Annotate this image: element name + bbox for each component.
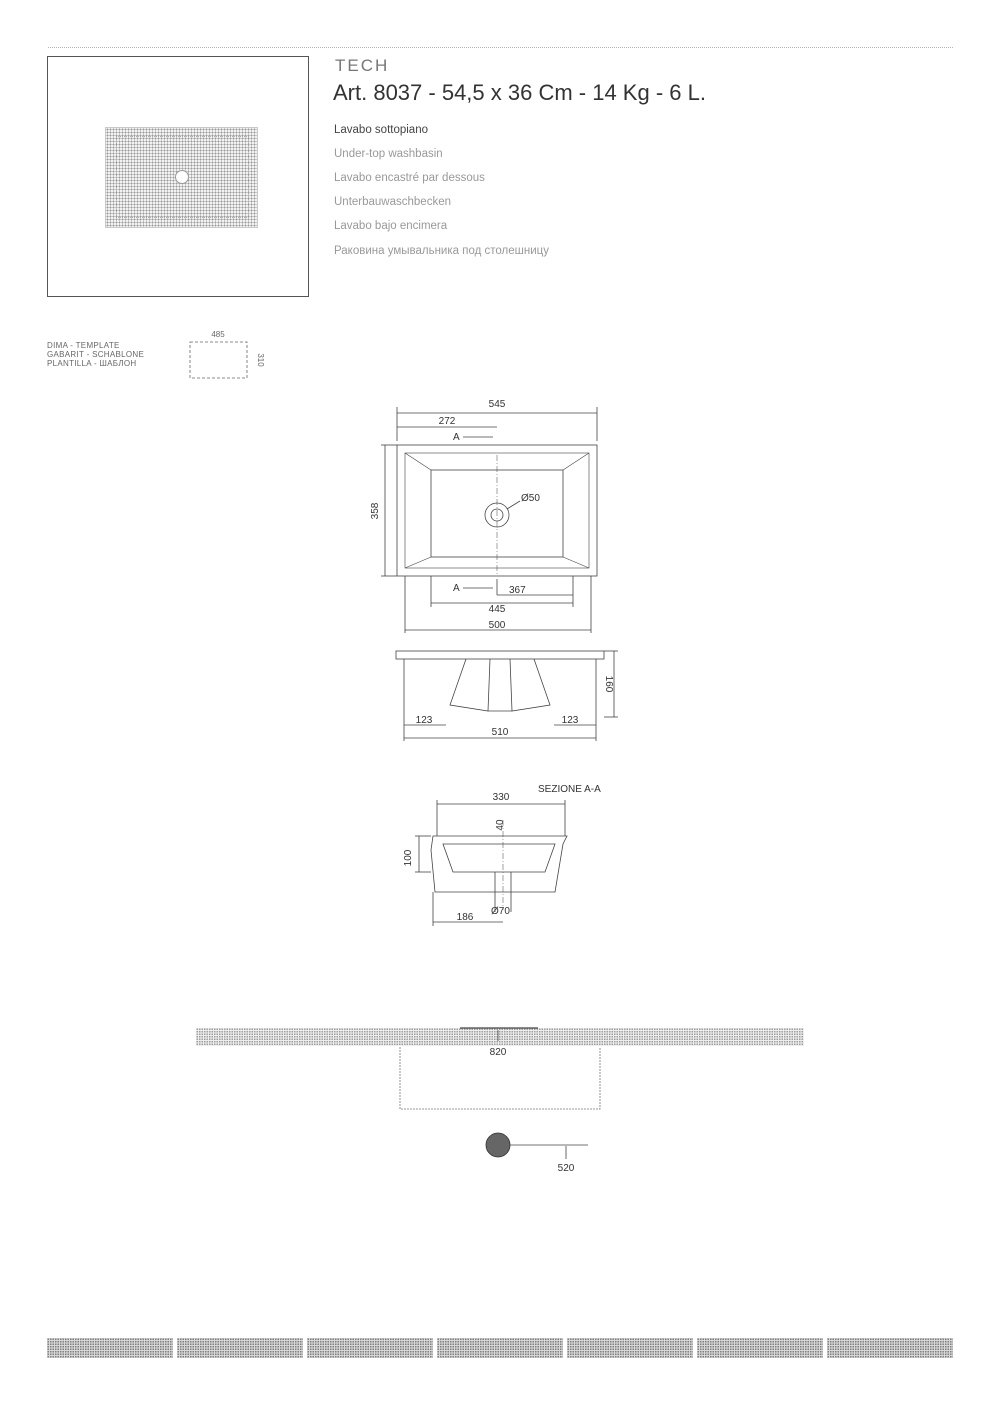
bowl-edge	[405, 557, 431, 568]
footer-segment	[437, 1338, 563, 1358]
dim-section-drain: Ø70	[491, 906, 510, 917]
bowl-edge	[405, 453, 431, 470]
dim-depth: 358	[370, 502, 381, 520]
footer-band	[47, 1338, 953, 1358]
template-label	[47, 341, 144, 368]
dim-section-height: 100	[403, 849, 414, 867]
top-divider	[48, 47, 953, 48]
product-photo-frame	[47, 56, 309, 297]
article-title: Art. 8037 - 54,5 x 36 Cm - 14 Kg - 6 L.	[333, 80, 706, 105]
bowl-edge	[563, 453, 589, 470]
dim-offset: 367	[509, 585, 526, 596]
section-drawing	[395, 780, 625, 930]
description-en: Under-top washbasin	[334, 148, 443, 160]
description-fr: Lavabo encastré par dessous	[334, 172, 485, 184]
section-mark-bottom: A	[453, 583, 460, 594]
dim-inner-width: 445	[488, 604, 506, 615]
footer-segment	[47, 1338, 173, 1358]
template-width: 485	[211, 330, 225, 339]
dim-left-margin: 123	[415, 715, 433, 726]
section-mark-top: A	[453, 432, 460, 443]
dim-base-width: 500	[488, 620, 506, 631]
front-rim	[396, 651, 604, 659]
dim-front-width: 510	[491, 727, 509, 738]
top-view-drawing	[355, 395, 625, 635]
description-de: Unterbauwaschbecken	[334, 196, 451, 208]
installation-drawing	[390, 1025, 620, 1185]
template-drawing	[180, 328, 270, 383]
description-ru: Раковина умывальника под столешницу	[334, 245, 549, 257]
series-name: TECH	[335, 56, 390, 75]
footer-segment	[567, 1338, 693, 1358]
description-it: Lavabo sottopiano	[334, 124, 428, 136]
dim-section-depth: 40	[495, 819, 506, 831]
template-label-line: PLANTILLA - ШАБЛОН	[47, 359, 137, 368]
front-view-drawing	[390, 645, 630, 745]
template-outline	[190, 342, 247, 378]
dim-right-margin: 123	[561, 715, 579, 726]
footer-segment	[827, 1338, 953, 1358]
section-bowl	[443, 844, 555, 872]
leader-line	[507, 501, 520, 509]
dim-section-offset: 186	[456, 912, 474, 923]
section-title: SEZIONE A-A	[538, 784, 601, 795]
description-es: Lavabo bajo encimera	[334, 220, 448, 232]
dim-half-width: 272	[438, 416, 456, 427]
dim-width: 545	[488, 399, 506, 410]
section-outline	[431, 836, 567, 892]
bowl-edge	[563, 557, 589, 568]
footer-segment	[697, 1338, 823, 1358]
footer-segment	[177, 1338, 303, 1358]
product-photo	[105, 127, 258, 228]
dim-section-width: 330	[492, 792, 510, 803]
dim-drain-height: 520	[557, 1163, 575, 1174]
drain-hole	[175, 170, 189, 184]
dim-front-height: 160	[603, 675, 614, 693]
dim-counter-height: 820	[489, 1047, 507, 1058]
front-bowl-right	[510, 659, 550, 711]
drain-trap	[486, 1133, 510, 1157]
front-bowl-left	[450, 659, 490, 711]
footer-segment	[307, 1338, 433, 1358]
template-height: 310	[256, 353, 265, 367]
template-label-line: DIMA - TEMPLATE	[47, 341, 120, 350]
template-label-line: GABARIT - SCHABLONE	[47, 350, 145, 359]
dim-drain: Ø50	[521, 493, 540, 504]
